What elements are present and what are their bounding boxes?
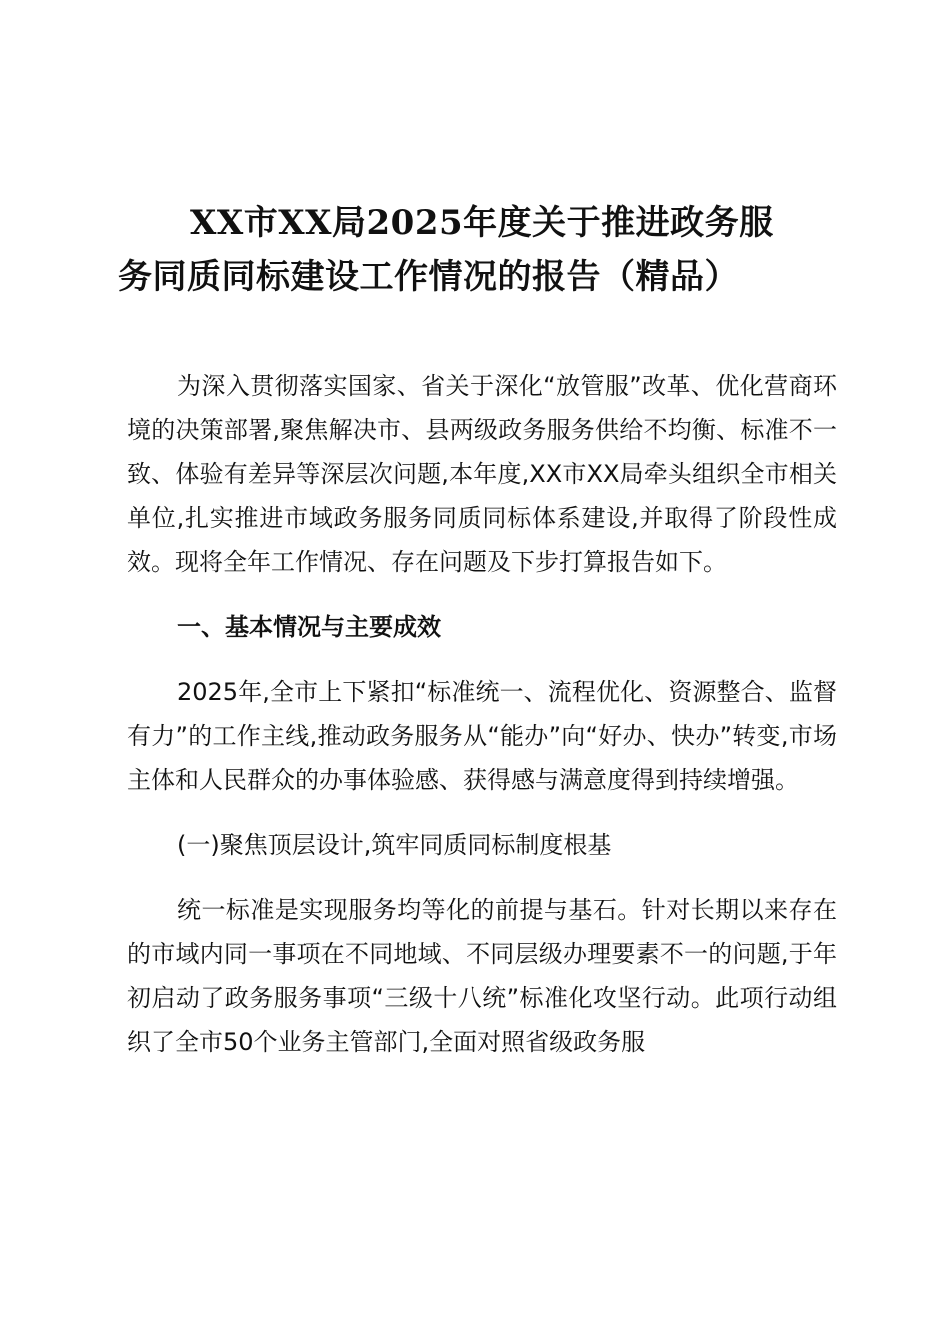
document-body xyxy=(127,364,837,1085)
title-line-1: XX市XX局2025年度关于推进政务服 xyxy=(190,203,774,243)
section-heading-basic-situation: 一、基本情况与主要成效 xyxy=(177,613,441,641)
subsection-heading-top-level-design: (一)聚焦顶层设计,筑牢同质同标制度根基 xyxy=(177,831,612,859)
document-title xyxy=(118,196,828,304)
intro-paragraph: 为深入贯彻落实国家、省关于深化“放管服”改革、优化营商环境的决策部署,聚焦解决市、县两级政务服务供给不均衡、标准不一致、体验有差异等深层次问题,本年度,XX市XX局牵头组织全市相关单位,扎实推进市域政务服务同质同标体系建设,并取得了阶段性成效。现将全年工作情况、存在问题及下步打算报告如下。 xyxy=(127,372,837,576)
detail-paragraph: 统一标准是实现服务均等化的前提与基石。针对长期以来存在的市域内同一事项在不同地域、不同层级办理要素不一的问题,于年初启动了政务服务事项“三级十八统”标准化攻坚行动。此项行动组织了全市50个业务主管部门,全面对照省级政务服 xyxy=(127,896,837,1056)
summary-paragraph: 2025年,全市上下紧扣“标准统一、流程优化、资源整合、监督有力”的工作主线,推动政务服务从“能办”向“好办、快办”转变,市场主体和人民群众的办事体验感、获得感与满意度得到持续增强。 xyxy=(127,678,837,794)
title-line-2: 务同质同标建设工作情况的报告（精品） xyxy=(118,257,739,297)
